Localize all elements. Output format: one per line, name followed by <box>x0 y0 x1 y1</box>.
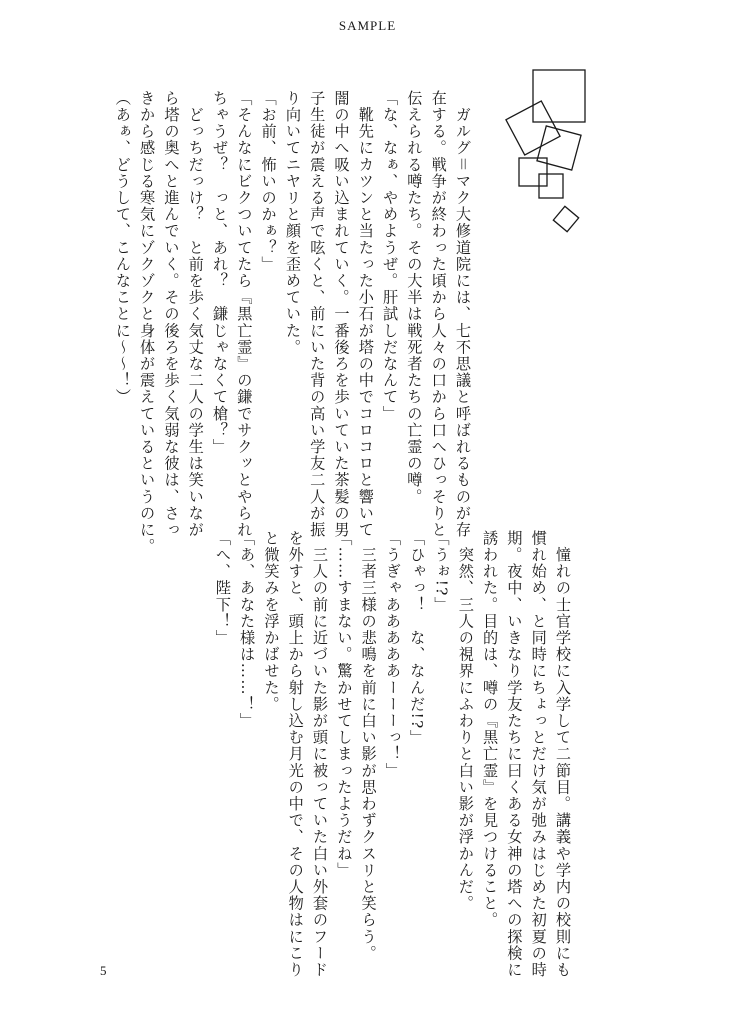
text-line: 三人の前に近づいた影が頭に被っていた白い外套のフード <box>311 530 330 979</box>
text-line: を外すと、頭上から射し込む月光の中で、その人物はにこり <box>286 530 305 979</box>
page-number: 5 <box>100 963 107 978</box>
deco-square-large <box>533 70 585 122</box>
text-line: きから感じる寒気にゾクゾクと身体が震えているというのに。 <box>138 90 157 555</box>
story-text-lower-block <box>211 530 575 979</box>
sample-watermark-header: SAMPLE <box>338 18 397 33</box>
text-line: り向いてニヤリと顔を歪めていた。 <box>283 90 302 356</box>
text-line: 「へ、陛下！」 <box>213 530 232 647</box>
text-line: 「……すまない。驚かせてしまったようだね」 <box>335 530 354 879</box>
text-line: （あぁ、どうして、こんなことに〜〜！） <box>113 90 132 406</box>
text-line: 「うぎゃあああああーーーっ！」 <box>383 530 402 779</box>
text-line: 「そんなにビクついてたら『黒亡霊』の鎌でサクッとやられ <box>235 90 254 539</box>
text-line: と微笑みを浮かばせた。 <box>262 530 281 713</box>
text-line: 「あ、あなた様は……！」 <box>238 530 257 730</box>
story-text-upper-block <box>111 90 475 555</box>
text-line: 慣れ始め、と同時にちょっとだけ気が弛みはじめた初夏の時 <box>529 530 548 979</box>
text-line: 子生徒が震える声で呟くと、前にいた背の高い学友二人が振 <box>308 90 327 539</box>
text-line: 靴先にカツンと当たった小石が塔の中でコロコロと響いて <box>356 90 375 539</box>
text-line: 「お前、怖いのかぁ？」 <box>259 90 278 273</box>
text-line: どっちだっけ？ と前を歩く気丈な二人の学生は笑いなが <box>186 90 205 539</box>
text-line: 突然、三人の視界にふわりと白い影が浮かんだ。 <box>456 530 475 912</box>
deco-square-medium-tilted <box>537 126 581 170</box>
text-line: 闇の中へ吸い込まれていく。一番後ろを歩いていた茶髪の男 <box>332 90 351 539</box>
text-line: 伝えられる噂たち。その大半は戦死者たちの亡霊の噂。 <box>405 90 424 505</box>
text-line: ガルグ＝マク大修道院には、七不思議と呼ばれるものが存 <box>454 90 472 539</box>
text-line: 三者三様の悲鳴を前に白い影が思わずクスリと笑らう。 <box>359 530 378 962</box>
text-line: 「な、なぁ、やめようぜ。肝試しだなんて」 <box>381 90 400 422</box>
text-line: 期。夜中、いきなり学友たちに曰くある女神の塔への探検に <box>505 530 524 979</box>
text-line: 誘われた。目的は、噂の『黒亡霊』を見つけること。 <box>481 530 500 929</box>
text-line: 憧れの士官学校に入学して二節目。講義や学内の校則にも <box>554 530 572 979</box>
text-line: 「うぉ!?」 <box>432 530 451 614</box>
decorative-squares-ornament <box>505 60 605 260</box>
text-line: ら塔の奥へと進んでいく。その後ろを歩く気弱な彼は、さっ <box>162 90 181 539</box>
deco-square-tiny-tilted <box>553 206 578 231</box>
text-line: ちゃうぜ？ っと、あれ？ 鎌じゃなくて槍？」 <box>211 90 230 456</box>
text-line: 在する。戦争が終わった頃から人々の口から口へひっそりと <box>429 90 448 539</box>
text-line: 「ひゃっ！ な、なんだ!?」 <box>408 530 427 747</box>
